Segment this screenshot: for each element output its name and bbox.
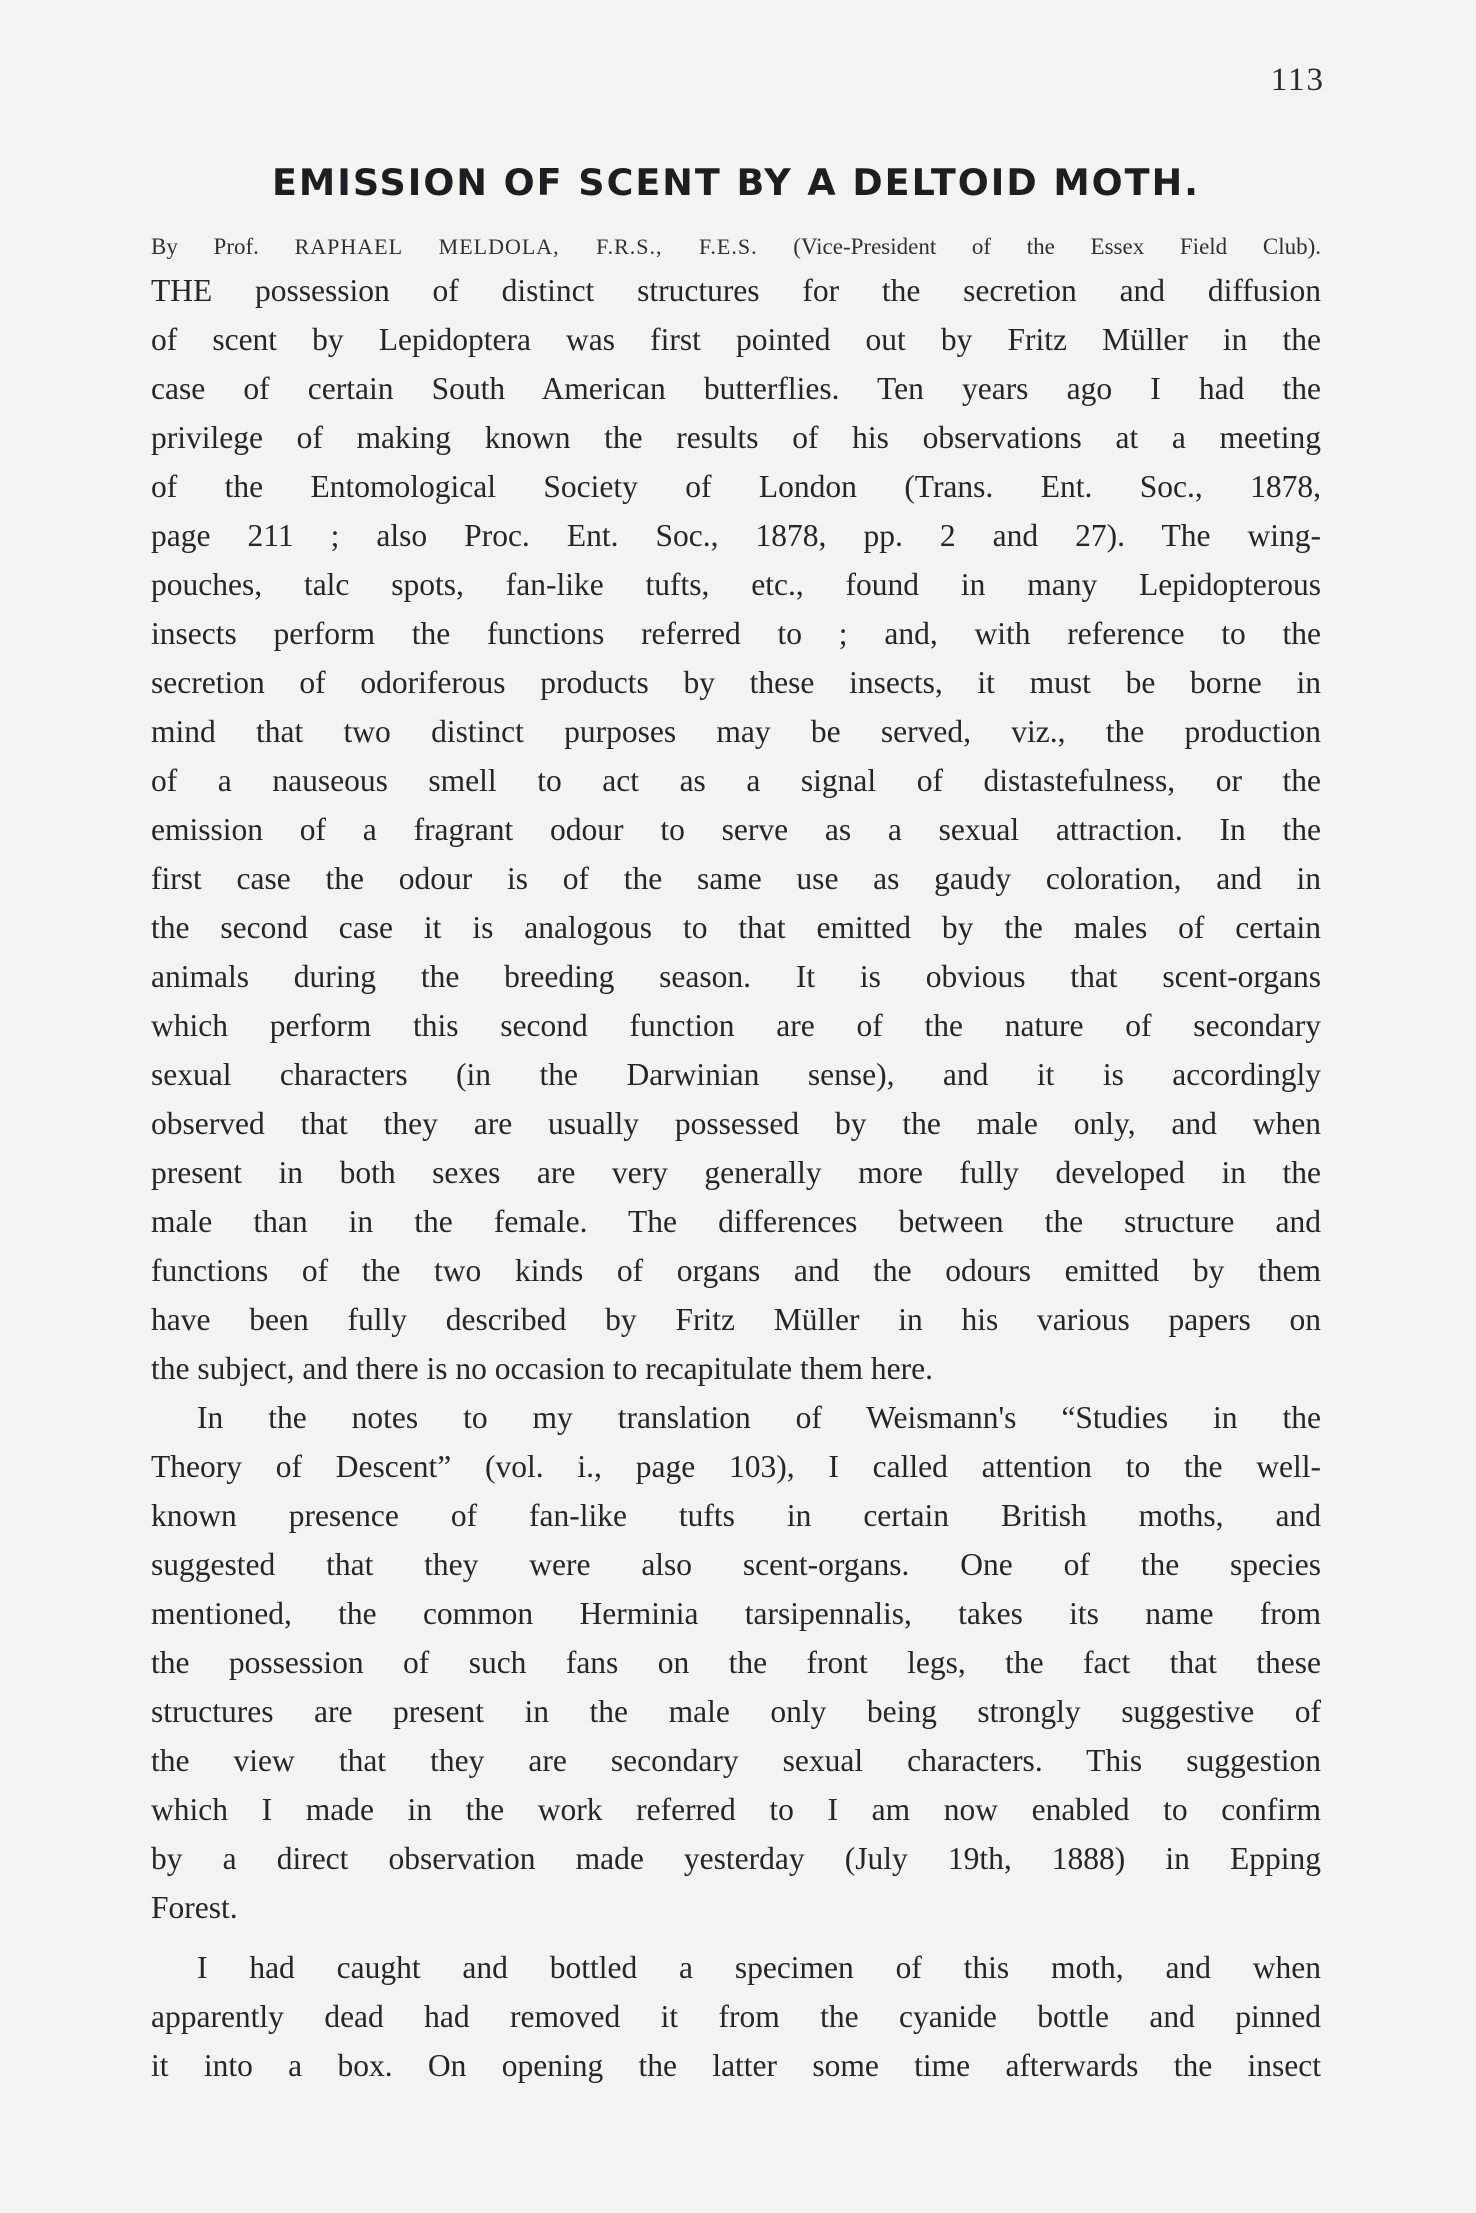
text-line: the view that they are secondary sexual characters. This suggestion — [151, 1743, 1321, 1778]
paragraph-1 — [151, 266, 1321, 1393]
text-line: by a direct observation made yesterday (July 19th, 1888) in Epping — [151, 1841, 1321, 1876]
byline — [151, 228, 1321, 266]
text-line: Forest. — [151, 1890, 238, 1925]
text-line: it into a box. On opening the latter some time afterwards the insect — [151, 2048, 1321, 2083]
text-line: page 211 ; also Proc. Ent. Soc., 1878, pp. 2 and 27). The wing- — [151, 518, 1321, 553]
article — [151, 158, 1321, 2090]
text-line: which I made in the work referred to I am now enabled to confirm — [151, 1792, 1321, 1827]
text-line: emission of a fragrant odour to serve as a sexual attraction. In the — [151, 812, 1321, 847]
paragraph-gap — [151, 1932, 1321, 1943]
text-line: THE possession of distinct structures for the secretion and diffusion — [151, 273, 1321, 308]
page-number: 113 — [1270, 62, 1325, 98]
text-line: insects perform the functions referred to ; and, with reference to the — [151, 616, 1321, 651]
text-line: the second case it is analogous to that emitted by the males of certain — [151, 910, 1321, 945]
text-line: pouches, talc spots, fan-like tufts, etc., found in many Lepidopterous — [151, 567, 1321, 602]
byline-prefix: By Prof. — [151, 234, 259, 259]
text-line: known presence of fan-like tufts in certain British moths, and — [151, 1498, 1321, 1533]
text-line: have been fully described by Fritz Müller in his various papers on — [151, 1302, 1321, 1337]
text-line: of the Entomological Society of London (Trans. Ent. Soc., 1878, — [151, 469, 1321, 504]
text-line: privilege of making known the results of his observations at a meeting — [151, 420, 1321, 455]
text-line: I had caught and bottled a specimen of this moth, and when — [197, 1950, 1321, 1985]
text-line: In the notes to my translation of Weismann's “Studies in the — [197, 1400, 1321, 1435]
text-line: the possession of such fans on the front legs, the fact that these — [151, 1645, 1321, 1680]
text-line: structures are present in the male only being strongly suggestive of — [151, 1694, 1321, 1729]
text-line: mind that two distinct purposes may be served, viz., the production — [151, 714, 1321, 749]
text-line: functions of the two kinds of organs and the odours emitted by them — [151, 1253, 1321, 1288]
text-line: secretion of odoriferous products by these insects, it must be borne in — [151, 665, 1321, 700]
byline-author: RAPHAEL MELDOLA, F.R.S., F.E.S. — [294, 234, 758, 259]
text-line: which perform this second function are of the nature of secondary — [151, 1008, 1321, 1043]
text-line: observed that they are usually possessed by the male only, and when — [151, 1106, 1321, 1141]
text-line: case of certain South American butterflies. Ten years ago I had the — [151, 371, 1321, 406]
text-line: sexual characters (in the Darwinian sense), and it is accordingly — [151, 1057, 1321, 1092]
text-line: animals during the breeding season. It is obvious that scent-organs — [151, 959, 1321, 994]
article-title: EMISSION OF SCENT BY A DELTOID MOTH. — [271, 161, 1200, 204]
text-line: apparently dead had removed it from the cyanide bottle and pinned — [151, 1999, 1321, 2034]
text-line: male than in the female. The differences between the structure and — [151, 1204, 1321, 1239]
text-line: Theory of Descent” (vol. i., page 103), I called attention to the well- — [151, 1449, 1321, 1484]
text-line: of a nauseous smell to act as a signal of distastefulness, or the — [151, 763, 1321, 798]
text-line: mentioned, the common Herminia tarsipennalis, takes its name from — [151, 1596, 1321, 1631]
text-line: present in both sexes are very generally more fully developed in the — [151, 1155, 1321, 1190]
text-line: of scent by Lepidoptera was first pointed out by Fritz Müller in the — [151, 322, 1321, 357]
text-line: first case the odour is of the same use as gaudy coloration, and in — [151, 861, 1321, 896]
text-line: suggested that they were also scent-organs. One of the species — [151, 1547, 1321, 1582]
byline-affiliation: (Vice-President of the Essex Field Club). — [793, 234, 1322, 259]
paragraph-2 — [151, 1393, 1321, 1932]
paragraph-3 — [151, 1943, 1321, 2090]
text-line: the subject, and there is no occasion to recapitulate them here. — [151, 1351, 933, 1386]
